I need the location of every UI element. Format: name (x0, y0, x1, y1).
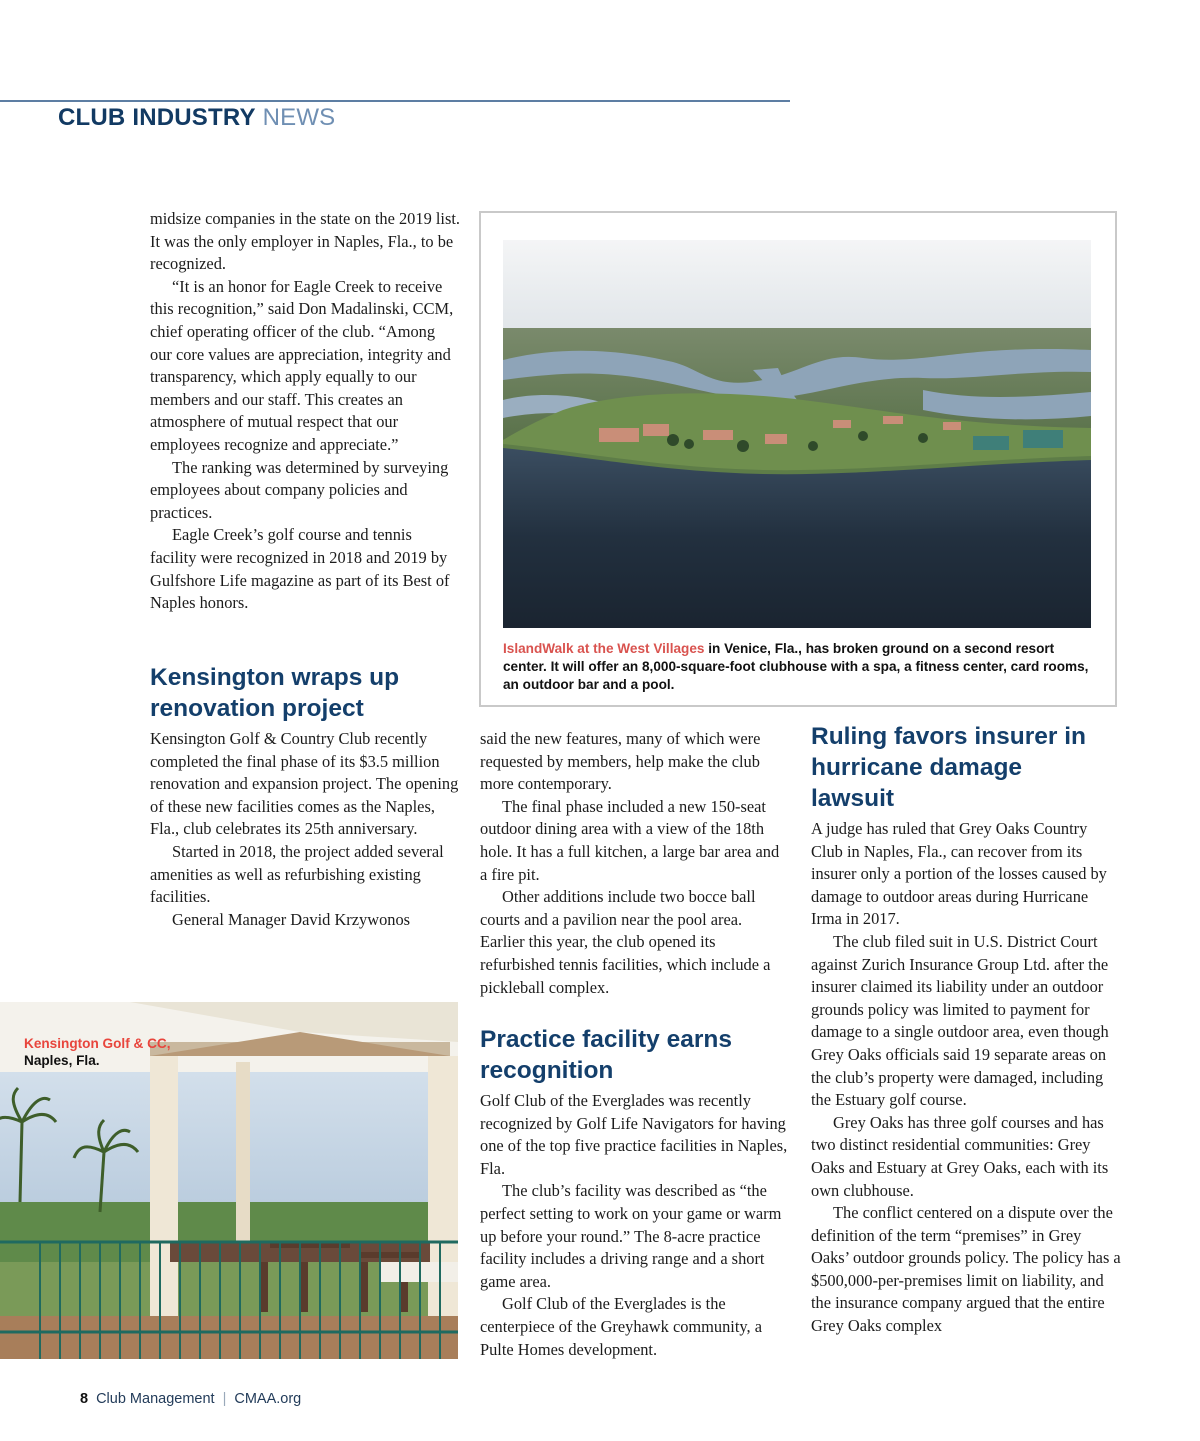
kicker-strong: CLUB INDUSTRY (58, 104, 256, 131)
paragraph: A judge has ruled that Grey Oaks Country Club in Naples, Fla., can recover from its insurer only a portion of the losses caused by damage to outdoor areas during Hurricane Irma in 2017. (811, 819, 1107, 929)
islandwalk-aerial-photo (503, 240, 1091, 628)
section-kicker (58, 104, 335, 132)
paragraph: Eagle Creek’s golf course and tennis facility were recognized in 2018 and 2019 by Gulfshore Life magazine as part of its Best of Naples honors. (150, 525, 450, 613)
kensington-col1 (150, 728, 460, 931)
kensington-col2 (480, 728, 790, 999)
caption-rest: in Venice, Fla., has broken ground on a second resort center. It will offer an 8,000-square-foot clubhouse with a spa, a fitness center, card rooms, an outdoor bar and a pool. (503, 641, 1089, 692)
magazine-name: Club Management (96, 1391, 215, 1407)
paragraph: The final phase included a new 150-seat outdoor dining area with a view of the 18th hole. It has a full kitchen, a large bar area and a fire pit. (480, 796, 780, 884)
kensington-photo-caption (24, 1035, 171, 1069)
ruling-headline: Ruling favors insurer in hurricane damage lawsuit (811, 723, 1086, 812)
paragraph: The club’s facility was described as “the perfect setting to work on your game or warm up before your round.” The 8-acre practice facility includes a driving range and a short game area. (480, 1181, 782, 1291)
practice-headline: Practice facility earns recognition (480, 1026, 732, 1084)
practice-headline-block (480, 1024, 790, 1086)
site-link[interactable]: CMAA.org (234, 1391, 302, 1407)
footer-separator: | (222, 1391, 227, 1407)
paragraph: “It is an honor for Eagle Creek to receive this recognition,” said Don Madalinski, CCM, chief operating officer of the club. “Among our core values are appreciation, integrity and transparency, which apply equally to our members and our staff. This creates an atmosphere of mutual respect that our employees recognize and appreciate.” (150, 276, 454, 454)
page-number: 8 (80, 1391, 89, 1407)
ruling-article (811, 818, 1123, 1338)
ruling-headline-block (811, 721, 1111, 814)
paragraph: The conflict centered on a dispute over the definition of the term “premises” in Grey Oaks’ outdoor grounds policy. The policy has a $500,000-per-premises limit on liability, and the insurance company argued that the entire Grey Oaks complex (811, 1203, 1121, 1336)
kicker-light: NEWS (262, 104, 336, 131)
eagle-creek-article (150, 208, 460, 615)
islandwalk-caption (503, 640, 1093, 694)
caption-location: Naples, Fla. (24, 1053, 100, 1068)
paragraph: The ranking was determined by surveying employees about company policies and practices. (150, 457, 449, 522)
kensington-headline: Kensington wraps up renovation project (150, 664, 400, 722)
paragraph: Grey Oaks has three golf courses and has two distinct residential communities: Grey Oaks and Estuary at Grey Oaks, each with its own clubhouse. (811, 1112, 1109, 1200)
paragraph: The club filed suit in U.S. District Court against Zurich Insurance Group Ltd. after the insurer claimed its liability under an outdoor grounds policy was limited to payment for damage to a single outdoor area, even though Grey Oaks officials said 19 separate areas on the club’s property were damaged, including the Estuary golf course. (811, 931, 1109, 1110)
page-footer (80, 1391, 301, 1407)
kensington-headline-block (150, 662, 460, 724)
header-rule (0, 100, 790, 102)
paragraph: Golf Club of the Everglades is the centerpiece of the Greyhawk community, a Pulte Homes development. (480, 1294, 763, 1359)
paragraph: Golf Club of the Everglades was recently recognized by Golf Life Navigators for having one of the top five practice facilities in Naples, Fla. (480, 1091, 788, 1178)
caption-highlight: Kensington Golf & CC, (24, 1036, 171, 1051)
paragraph: midsize companies in the state on the 2019 list. It was the only employer in Naples, Fla., to be recognized. (150, 209, 460, 274)
paragraph: Started in 2018, the project added several amenities as well as refurbishing existing facilities. (150, 841, 444, 907)
paragraph: said the new features, many of which were requested by members, help make the club more contemporary. (480, 729, 761, 794)
caption-highlight: IslandWalk at the West Villages (503, 641, 705, 656)
paragraph: General Manager David Krzywonos (172, 909, 411, 929)
paragraph: Other additions include two bocce ball courts and a pavilion near the pool area. Earlier this year, the club opened its refurbished tennis facilities, which include a pickleball complex. (480, 887, 771, 997)
practice-article (480, 1090, 792, 1361)
paragraph: Kensington Golf & Country Club recently completed the final phase of its $3.5 million renovation and expansion project. The opening of these new facilities comes as the Naples, Fla., club celebrates its 25th anniversary. (150, 729, 459, 839)
